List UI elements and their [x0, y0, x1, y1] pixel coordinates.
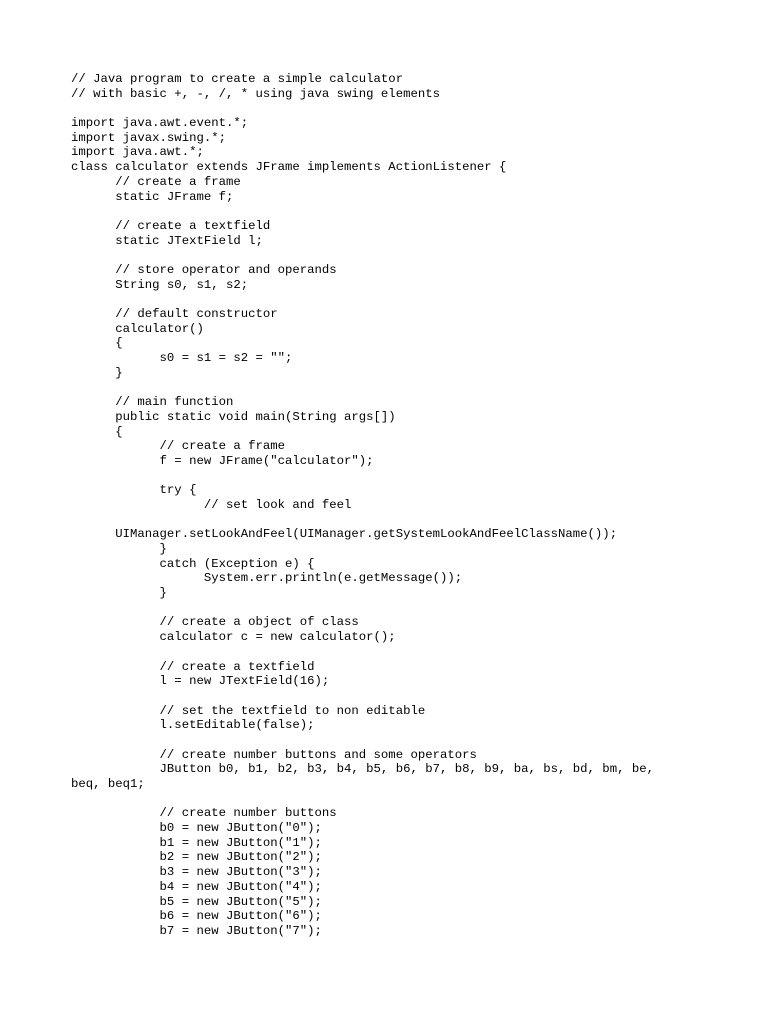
code-line: s0 = s1 = s2 = "";: [71, 351, 293, 366]
code-line: // create number buttons: [71, 806, 337, 821]
code-line: static JTextField l;: [71, 233, 263, 248]
code-line: [71, 689, 711, 704]
code-line: // create a frame: [71, 439, 286, 454]
code-line: String s0, s1, s2;: [71, 277, 249, 292]
code-line: [71, 292, 711, 307]
code-line: // create number buttons and some operators: [71, 747, 477, 762]
code-line: b6 = new JButton("6");: [71, 909, 322, 924]
code-line: l = new JTextField(16);: [71, 674, 330, 689]
code-line: // store operator and operands: [71, 262, 337, 277]
code-line: [71, 101, 711, 116]
code-line: f = new JFrame("calculator");: [71, 453, 374, 468]
code-line: // main function: [71, 395, 234, 410]
code-line: import java.awt.*;: [71, 145, 204, 160]
code-line: b7 = new JButton("7");: [71, 923, 322, 938]
code-line: JButton b0, b1, b2, b3, b4, b5, b6, b7, b8, b9, ba, bs, bd, bm, be,: [71, 762, 654, 777]
code-line: try {: [71, 483, 197, 498]
code-line: [71, 248, 711, 263]
code-line: }: [71, 542, 167, 556]
code-line: {: [71, 336, 123, 351]
code-listing: [71, 72, 711, 939]
code-line: static JFrame f;: [71, 189, 234, 204]
code-line: [71, 601, 711, 616]
code-line: UIManager.setLookAndFeel(UIManager.getSystemLookAndFeelClassName());: [71, 527, 618, 542]
code-line: l.setEditable(false);: [71, 718, 315, 733]
code-line: }: [71, 586, 167, 601]
code-line: [71, 469, 711, 484]
code-line: b5 = new JButton("5");: [71, 894, 322, 909]
code-line: // create a textfield: [71, 218, 271, 233]
code-line: // default constructor: [71, 307, 278, 321]
code-line: b2 = new JButton("2");: [71, 850, 322, 865]
code-line: // create a object of class: [71, 615, 359, 630]
code-line: [71, 513, 711, 528]
code-line: b1 = new JButton("1");: [71, 835, 322, 850]
code-line: b4 = new JButton("4");: [71, 879, 322, 894]
code-line: calculator(): [71, 321, 204, 336]
code-line: [71, 645, 711, 660]
code-line: calculator c = new calculator();: [71, 630, 396, 645]
code-line: [71, 204, 711, 219]
code-line: [71, 733, 711, 748]
code-line: import java.awt.event.*;: [71, 116, 249, 131]
code-line: // create a frame: [71, 174, 241, 189]
code-line: b3 = new JButton("3");: [71, 865, 322, 880]
code-line: [71, 380, 711, 395]
code-line: System.err.println(e.getMessage());: [71, 571, 463, 586]
code-line: beq, beq1;: [71, 777, 145, 791]
code-line: }: [71, 365, 123, 380]
code-line: import javax.swing.*;: [71, 130, 226, 145]
code-line: class calculator extends JFrame implements ActionListener {: [71, 160, 507, 175]
code-line: // create a textfield: [71, 659, 315, 674]
code-line: // set the textfield to non editable: [71, 703, 426, 718]
code-line: b0 = new JButton("0");: [71, 821, 322, 836]
code-line: // set look and feel: [71, 497, 352, 512]
code-line: [71, 792, 711, 807]
code-line: catch (Exception e) {: [71, 556, 315, 571]
code-line: // Java program to create a simple calculator: [71, 72, 404, 86]
code-line: public static void main(String args[]): [71, 409, 396, 424]
code-line: {: [71, 424, 123, 439]
code-line: // with basic +, -, /, * using java swing elements: [71, 86, 440, 101]
